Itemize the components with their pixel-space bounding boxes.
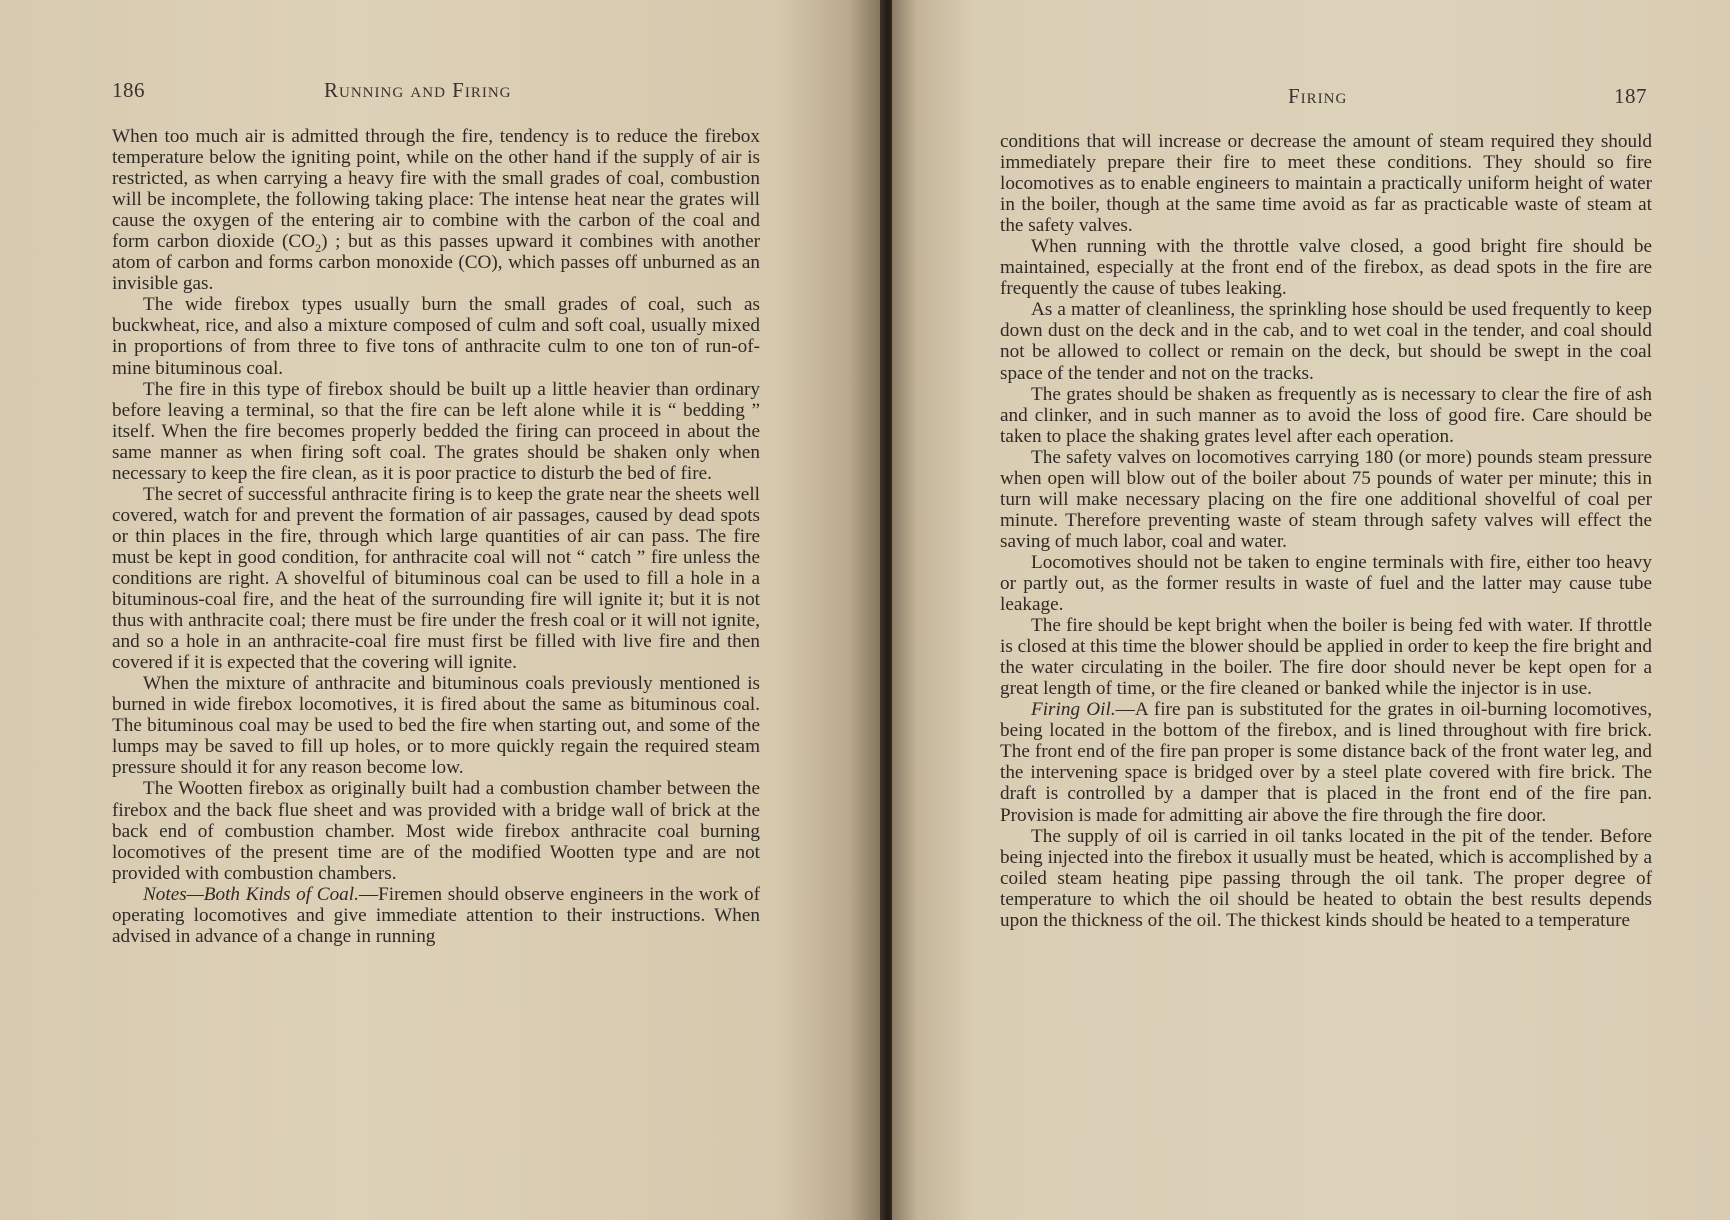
paragraph: The fire in this type of firebox should be built up a little heavier than ordinary before leaving a terminal, so that the fire can be left alone while it is “ bedding ” itself. When the fire becomes properly bedded the firing can proceed in about the same manner as when firing soft coal. The grates should be shaken only when necessary to keep the fire clean, as it is poor practice to disturb the bed of fire. (112, 378, 760, 484)
left-page-header (112, 78, 760, 108)
paragraph: As a matter of cleanliness, the sprinkling hose should be used frequently to keep down dust on the deck and in the cab, and to wet coal in the tender, and coal should not be allowed to collect or remain on the deck, but should be swept in the coal space of the tender and not on the tracks. (1000, 299, 1652, 384)
paragraph: When too much air is admitted through the fire, tendency is to reduce the firebox temperature below the igniting point, while on the other hand if the supply of air is restricted, as when carrying a heavy fire with the small grades of coal, combustion will be incomplete, the following taking place: The intense heat near the grates will cause the oxygen of the entering air to combine with the carbon of the coal and form carbon dioxide $(CO_2)$ ; but as this passes upward it combines with another atom of carbon and forms carbon monoxide (CO), which passes off unburned as an invisible gas. (112, 126, 760, 295)
subscript: 2 (315, 241, 322, 256)
paragraph: The safety valves on locomotives carrying 180 (or more) pounds steam pressure when open will blow out of the boiler about 75 pounds of water per minute; this in turn will make necessary placing on the fire one additional shovelful of coal per minute. Therefore preventing waste of steam through safety valves will effect the saving of much labor, coal and water. (1000, 446, 1652, 552)
paragraph: The secret of successful anthracite firing is to keep the grate near the sheets well covered, watch for and prevent the formation of air passages, caused by dead spots or thin places in the fire, through which large quantities of air can pass. The fire must be kept in good condition, for anthracite coal will not “ catch ” fire unless the conditions are right. A shovelful of bituminous coal can be used to fill a hole in a bituminous-coal fire, and the heat of the surrounding fire will ignite it; but it is not thus with anthracite coal; there must be fire under the fresh coal or it will not ignite, and so a hole in an anthracite-coal fire must first be filled with live fire and then covered if it is expected that the covering will ignite. (112, 483, 760, 674)
paragraph: The Wootten firebox as originally built had a combustion chamber between the firebox and the back flue sheet and was provided with a bridge wall of brick at the back end of combustion chamber. Most wide firebox anthracite coal burning locomotives of the present time are of the modified Wootten type and are not provided with combustion chambers. (112, 778, 760, 884)
paragraph: The fire should be kept bright when the boiler is being fed with water. If throttle is closed at this time the blower should be applied in order to keep the fire bright and the water circulating in the boiler. The fire door should never be kept open for a great length of time, or the fire cleaned or banked while the injector is in use. (1000, 615, 1652, 700)
paragraph: conditions that will increase or decrease the amount of steam required they should immediately prepare their fire to meet these conditions. They should so fire locomotives as to enable engineers to maintain a practically uniform height of water in the boiler, though at the same time avoid as far as practicable waste of steam at the safety valves. (1000, 131, 1652, 237)
paragraph: The supply of oil is carried in oil tanks located in the pit of the tender. Before being injected into the firebox it usually must be heated, which is accomplished by a coiled steam heating pipe passing through the oil tank. The proper degree of temperature to which the oil should be heated to obtain the best results depends upon the thickness of the oil. The thickest kinds should be heated to a temperature (1000, 825, 1652, 931)
page-number: 186 (112, 78, 145, 102)
paragraph: When the mixture of anthracite and bituminous coals previously mentioned is burned in wide firebox locomotives, it is fired about the same as bituminous coal. The bituminous coal may be used to bed the fire when starting out, and some of the lumps may be saved to fill up holes, or to more quickly regain the required steam pressure should it for any reason become low. (112, 673, 760, 779)
section-heading: Firing Oil. (1031, 699, 1116, 721)
running-title: Running and Firing (324, 78, 512, 102)
paragraph: Locomotives should not be taken to engine terminals with fire, either too heavy or partly out, as the former results in waste of fuel and the latter may cause tube leakage. (1000, 551, 1652, 616)
right-page-header (892, 84, 1730, 114)
left-page-body (112, 126, 760, 947)
paragraph: The grates should be shaken as frequently as is necessary to clear the fire of ash and clinker, and in such manner as to avoid the loss of good fire. Care should be taken to place the shaking grates level after each operation. (1000, 383, 1652, 447)
section-heading: Notes—Both Kinds of Coal. (143, 883, 359, 905)
paragraph: Notes—Both Kinds of Coal.—Firemen should observe engineers in the work of operating locomotives and give immediate attention to their instructions. When advised in advance of a change in running (112, 883, 761, 947)
right-page (892, 0, 1730, 1220)
page-number: 187 (1614, 84, 1647, 108)
running-title: Firing (1288, 84, 1348, 108)
right-page-body (1000, 131, 1652, 931)
paragraph: Firing Oil.—A fire pan is substituted for the grates in oil-burning locomotives, being located in the bottom of the firebox, and is lined throughout with fire brick. The front end of the fire pan proper is some distance back of the front water leg, and the intervening space is bridged over by a steel plate covered with fire brick. The draft is controlled by a damper that is placed in the front end of the fire pan. Provision is made for admitting air above the fire through the fire door. (1000, 699, 1652, 826)
paragraph: When running with the throttle valve closed, a good bright fire should be maintained, especially at the front end of the firebox, as dead spots in the fire are frequently the cause of tubes leaking. (1000, 236, 1652, 300)
paragraph: The wide firebox types usually burn the small grades of coal, such as buckwheat, rice, and also a mixture composed of culm and soft coal, usually mixed in proportions of from three to five tons of anthracite culm to one ton of run-of-mine bituminous coal. (112, 294, 760, 379)
